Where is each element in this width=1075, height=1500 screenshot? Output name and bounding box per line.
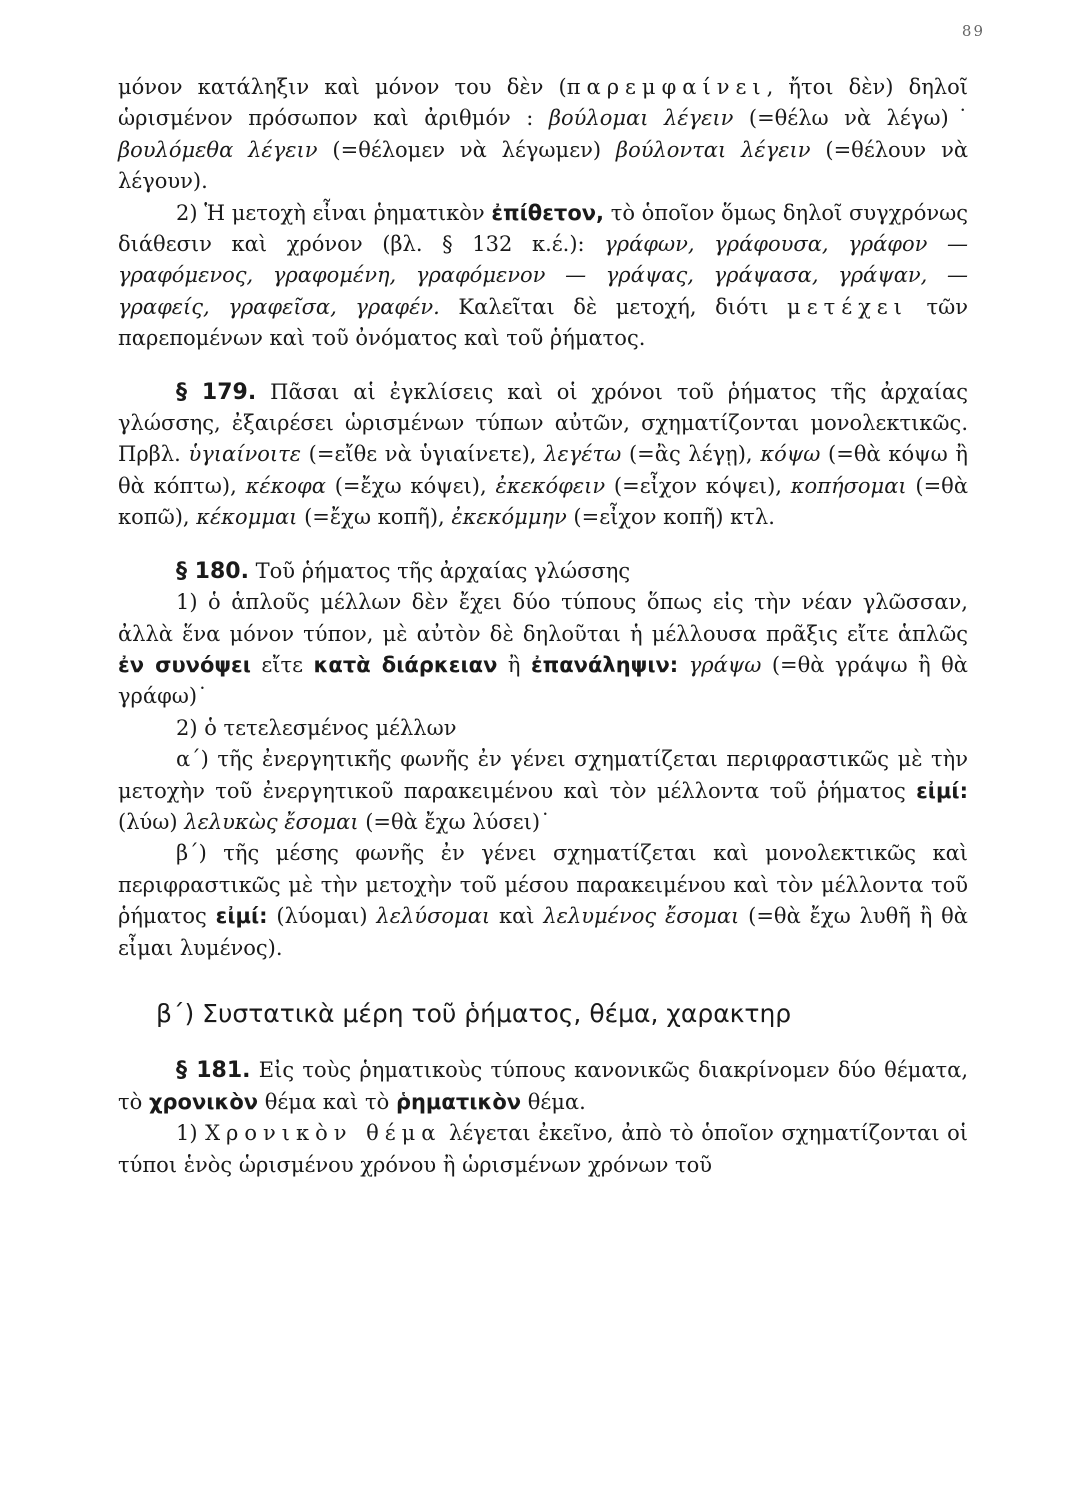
bold-term: ἐπανάληψιν:: [530, 652, 679, 677]
example: λελυμένος ἔσομαι: [543, 904, 740, 929]
text: εἴτε: [250, 652, 314, 677]
text: καὶ: [490, 904, 544, 929]
paragraph-tense-stem: [118, 1118, 968, 1181]
bold-term: εἰμί:: [215, 904, 268, 929]
paragraph-middle-voice: [118, 838, 968, 964]
bold-term: ἐν συνόψει: [118, 652, 251, 677]
paragraph-active-voice: [118, 744, 968, 838]
text: (=θὰ κόψω ἢ θὰ κόπτω),: [118, 442, 968, 498]
example: κόψω: [760, 442, 821, 467]
text: Πᾶσαι αἱ ἐγκλίσεις καὶ οἱ χρόνοι τοῦ ῥήματος τῆς ἀρχαίας γλώσσης, ἐξαιρέσει ὡρισμένων τύπων αὐτῶν, σχηματίζονται μονολεκτικῶς. Πρβλ.: [118, 379, 968, 467]
example: κέκομμαι: [196, 505, 298, 530]
text: β΄) τῆς μέσης φωνῆς ἐν γένει σχηματίζεται καὶ μονολεκτικῶς καὶ περιφραστικῶς μὲ τὴν μετοχὴν τοῦ μέσου παρακειμένου καὶ τὸν μέλλοντα τοῦ ῥήματος: [118, 841, 968, 929]
section-number: § 181.: [176, 1058, 251, 1084]
paragraph-future-perfect: [118, 713, 968, 744]
chapter-heading: β΄) Συστατικὰ μέρη τοῦ ῥήματος, θέμα, χαρακτηρ: [156, 998, 792, 1028]
text: (=ἂς λέγῃ),: [621, 442, 761, 467]
text: 2) Ἡ μετοχὴ εἶναι ῥηματικὸν: [176, 200, 492, 225]
text: (=εἶχον κοπῆ) κτλ.: [566, 505, 775, 530]
text: α΄) τῆς ἐνεργητικῆς φωνῆς ἐν γένει σχηματίζεται περιφραστικῶς μὲ τὴν μετοχὴν τοῦ ἐνεργητικοῦ παρακειμένου καὶ τὸν μέλλοντα τοῦ ῥήματος: [118, 747, 968, 803]
bold-term: ῥηματικὸν: [395, 1089, 522, 1114]
text: Τοῦ ῥήματος τῆς ἀρχαίας γλώσσης: [248, 558, 631, 583]
text: Καλεῖται δὲ μετοχή, διότι: [439, 294, 788, 319]
text: (=θὰ κοπῶ),: [118, 473, 969, 530]
text: (=θέλομεν νὰ λέγωμεν): [317, 137, 616, 162]
spaced-term: μετέχει: [787, 294, 908, 319]
bold-term: κατὰ διάρκειαν: [313, 652, 498, 677]
paragraph-participle: [118, 198, 968, 355]
bold-term: εἰμί:: [916, 778, 968, 803]
page-number: 89: [961, 22, 985, 40]
text: , ἤτοι δὲν) δηλοῖ ὡρισμένον πρόσωπον καὶ ἀριθμόν :: [118, 75, 968, 131]
text: (=θὰ ἔχω λυθῆ ἢ θὰ εἶμαι λυμένος).: [118, 904, 968, 960]
example: κοπήσομαι: [790, 473, 907, 498]
text: Εἰς τοὺς ῥηματικοὺς τύπους κανονικῶς διακρίνομεν δύο θέματα, τὸ: [118, 1058, 968, 1114]
text: (=εἴθε νὰ ὑγιαίνετε),: [300, 442, 545, 467]
text: (λύομαι): [267, 904, 377, 929]
text: ἢ: [497, 652, 531, 677]
paragraph-181: [118, 1055, 968, 1118]
paragraph-simple-future: [118, 587, 968, 713]
page-body: [118, 72, 968, 1181]
text: (=θέλω νὰ λέγω)˙: [733, 106, 969, 131]
example: κέκοφα: [245, 473, 326, 498]
text: (=θὰ ἔχω λύσει)˙: [358, 809, 551, 834]
example: λελυκὼς ἔσομαι: [184, 809, 359, 834]
text: μόνον κατάληξιν καὶ μόνον του δὲν (: [118, 75, 567, 99]
text: θέμα.: [521, 1089, 586, 1114]
example: ὑγιαίνοιτε: [188, 442, 301, 467]
example: γράψω: [678, 652, 762, 677]
bold-term: χρονικὸν: [148, 1089, 259, 1114]
paragraph-179: [118, 377, 968, 534]
text: (=θὰ γράψω ἢ θὰ γράφω)˙: [118, 652, 968, 709]
example: βουλόμεθα λέγειν: [118, 137, 318, 162]
text: τῶν παρεπομένων καὶ τοῦ ὀνόματος καὶ τοῦ ῥήματος.: [118, 294, 968, 351]
spaced-term: παρεμφαίνει: [566, 75, 767, 99]
section-number: § 179.: [176, 379, 257, 405]
example: βούλομαι λέγειν: [548, 106, 734, 131]
text: 1): [176, 1121, 206, 1146]
example: βούλονται λέγειν: [615, 137, 811, 162]
text: (=θέλουν νὰ λέγουν).: [118, 137, 969, 194]
text: 1) ὁ ἁπλοῦς μέλλων δὲν ἔχει δύο τύπους ὅπως εἰς τὴν νέαν γλῶσσαν, ἀλλὰ ἕνα μόνον τύπον, μὲ αὐτὸν δὲ δηλοῦται ἡ μέλλουσα πρᾶξις εἴτε ἁπλῶς: [118, 590, 968, 646]
bold-term: ἐπίθετον,: [491, 200, 605, 225]
text: (=ἔχω κόψει),: [325, 473, 496, 498]
text: (λύω): [118, 809, 185, 834]
text: τὸ ὁποῖον ὅμως δηλοῖ συγχρόνως διάθεσιν καὶ χρόνον (βλ. § 132 κ.έ.):: [118, 200, 969, 257]
example: ἐκεκόμμην: [451, 505, 567, 530]
paragraph-180: [118, 556, 968, 587]
text: λέγεται ἐκεῖνο, ἀπὸ τὸ ὁποῖον σχηματίζονται οἱ τύποι ἑνὸς ὡρισμένου χρόνου ἢ ὡρισμένων χρόνων τοῦ: [118, 1121, 968, 1177]
example: λελύσομαι: [376, 904, 491, 929]
section-number: § 180.: [176, 558, 249, 584]
spaced-term: Χρονικὸν θέμα: [205, 1121, 442, 1146]
text: 2) ὁ τετελεσμένος μέλλων: [176, 715, 457, 740]
text: (=εἶχον κόψει),: [605, 473, 791, 498]
paragraph-infinitive: [118, 72, 968, 198]
example: λεγέτω: [544, 442, 622, 467]
text: θέμα καὶ τὸ: [258, 1089, 396, 1114]
example: γράφων, γράφουσα, γράφον — γραφόμενος, γραφομένη, γραφόμενον — γράψας, γράψασα, γράψαν, — γραφείς, γραφεῖσα, γραφέν.: [118, 232, 968, 319]
example: ἐκεκόφειν: [495, 473, 606, 498]
text: (=ἔχω κοπῆ),: [297, 505, 452, 530]
